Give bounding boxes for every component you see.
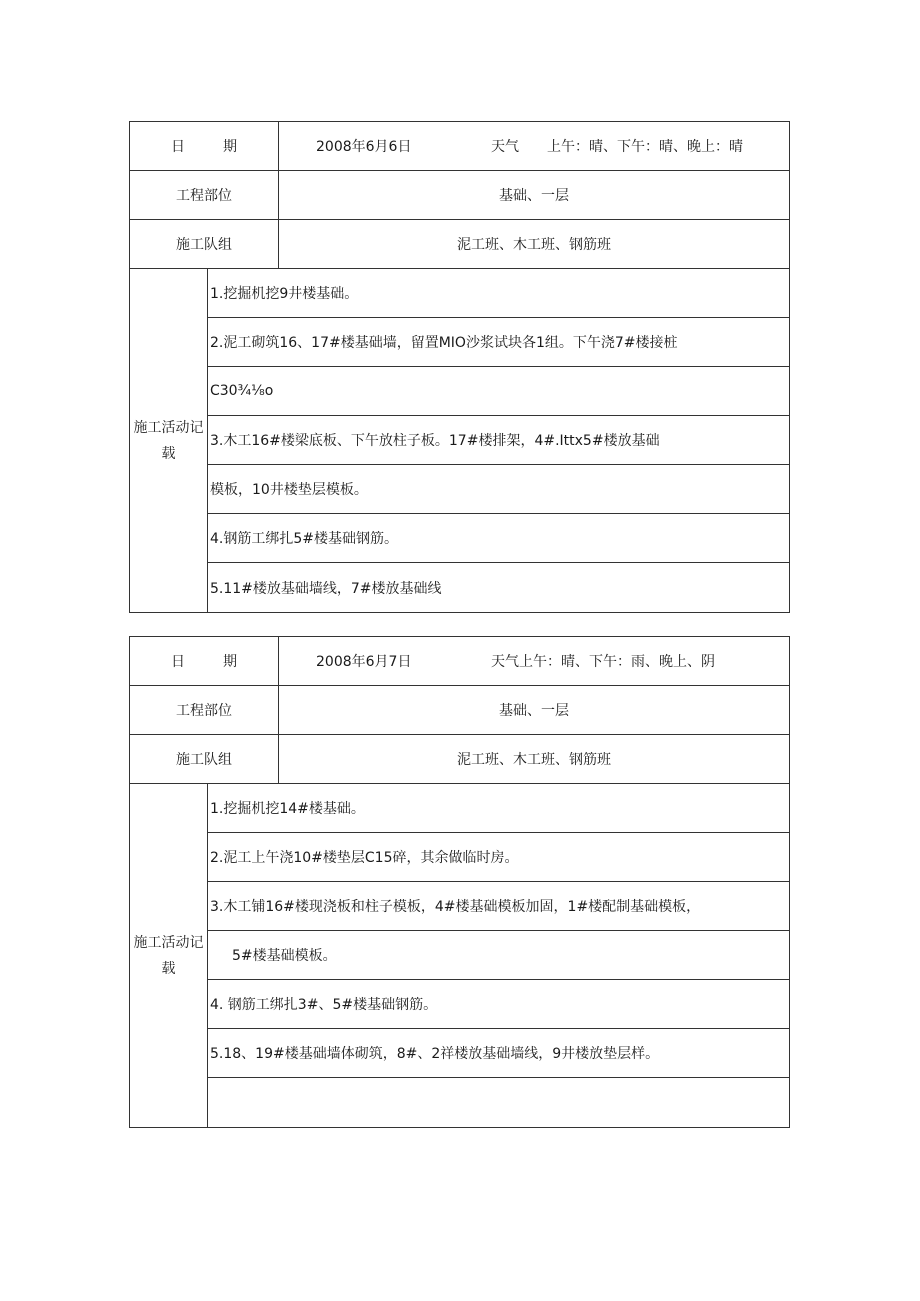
team-label: 施工队组 bbox=[130, 735, 279, 783]
activity-line: 2.泥工上午浇10#楼垫层C15碎，其余做临时房。 bbox=[208, 833, 789, 882]
activity-label: 施工活动记载 bbox=[130, 784, 208, 1127]
team-row bbox=[130, 735, 789, 784]
date-value: 2008年6月6日 bbox=[316, 139, 412, 155]
date-value: 2008年6月7日 bbox=[316, 654, 412, 670]
date-label bbox=[130, 637, 279, 685]
location-row bbox=[130, 686, 789, 735]
date-label-char-1: 日 bbox=[171, 654, 185, 670]
activity-line: 1.挖掘机挖14#楼基础。 bbox=[208, 784, 789, 833]
date-weather-row bbox=[130, 637, 789, 686]
weather-value: 上午：晴、下午：雨、晚上、阴 bbox=[519, 654, 715, 670]
activity-line: 5#楼基础模板。 bbox=[208, 931, 789, 980]
construction-log-table-1 bbox=[129, 121, 790, 613]
team-value: 泥工班、木工班、钢筋班 bbox=[457, 752, 611, 768]
date-label-char-2: 期 bbox=[223, 139, 237, 155]
team-row bbox=[130, 220, 789, 269]
activity-line: 1.挖掘机挖9井楼基础。 bbox=[208, 269, 789, 318]
location-label: 工程部位 bbox=[130, 686, 279, 734]
activity-line: 4.钢筋工绑扎5#楼基础钢筋。 bbox=[208, 514, 789, 563]
activity-line: 3.木工16#楼梁底板、下午放柱子板。17#楼排架，4#.Ittx5#楼放基础 bbox=[208, 416, 789, 465]
date-label-char-1: 日 bbox=[171, 139, 185, 155]
date-label bbox=[130, 122, 279, 170]
activity-line: 2.泥工砌筑16、17#楼基础墙，留置MIO沙浆试块各1组。下午浇7#楼接桩 bbox=[208, 318, 789, 367]
location-value: 基础、一层 bbox=[499, 188, 569, 204]
location-label: 工程部位 bbox=[130, 171, 279, 219]
location-row bbox=[130, 171, 789, 220]
activity-line: 模板，10井楼垫层模板。 bbox=[208, 465, 789, 514]
activity-line-empty bbox=[208, 1078, 789, 1127]
location-value: 基础、一层 bbox=[499, 703, 569, 719]
weather-label: 天气 bbox=[491, 139, 519, 155]
weather-value: 上午：晴、下午：晴、晚上：晴 bbox=[547, 139, 743, 155]
activity-line: 5.18、19#楼基础墙体砌筑，8#、2祥楼放基础墙线，9井楼放垫层样。 bbox=[208, 1029, 789, 1078]
construction-log-table-2 bbox=[129, 636, 790, 1128]
activity-label: 施工活动记载 bbox=[130, 269, 208, 612]
weather-label: 天气 bbox=[491, 654, 519, 670]
activity-line: 4. 钢筋工绑扎3#、5#楼基础钢筋。 bbox=[208, 980, 789, 1029]
date-label-char-2: 期 bbox=[223, 654, 237, 670]
team-value: 泥工班、木工班、钢筋班 bbox=[457, 237, 611, 253]
activity-line: 5.11#楼放基础墙线，7#楼放基础线 bbox=[210, 580, 442, 597]
activity-line: 3.木工铺16#楼现浇板和柱子模板，4#楼基础模板加固，1#楼配制基础模板， bbox=[208, 882, 789, 931]
date-weather-row bbox=[130, 122, 789, 171]
team-label: 施工队组 bbox=[130, 220, 279, 268]
activity-line: C30¾⅛o bbox=[208, 367, 789, 416]
